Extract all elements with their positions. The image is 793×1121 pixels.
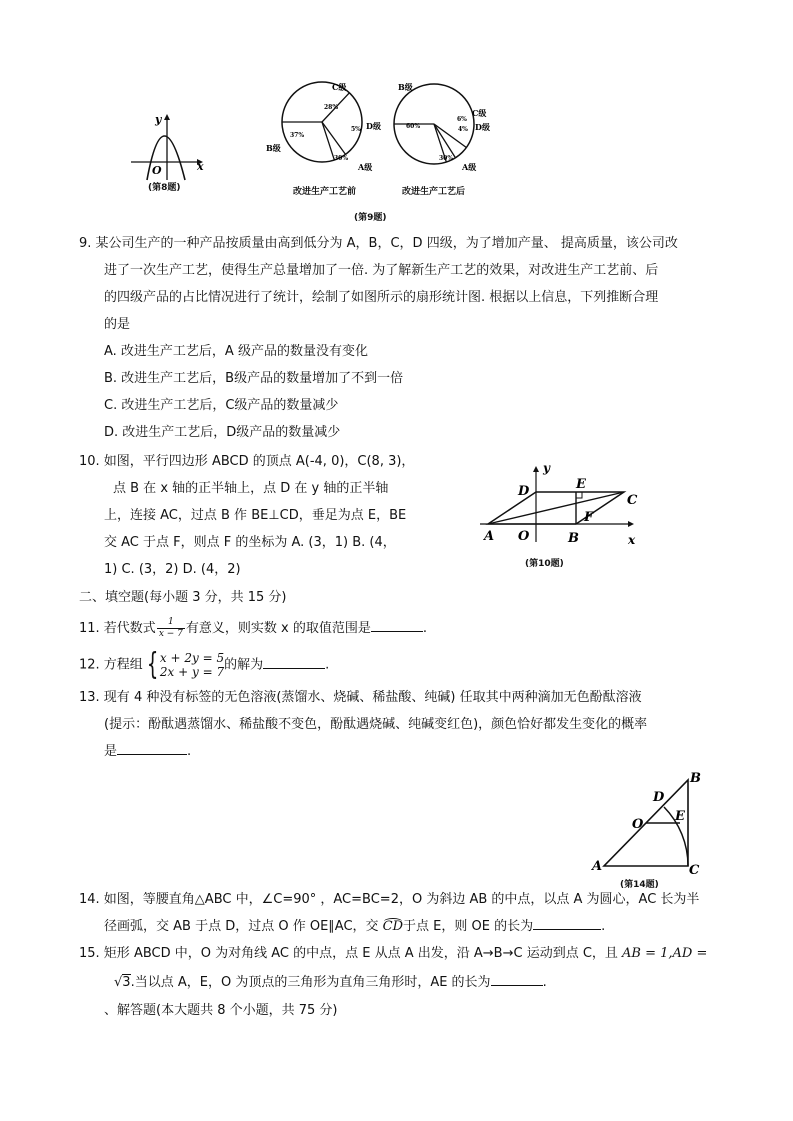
pie-before-a-value: 30% [334,155,349,162]
q9-option-d: D. 改进生产工艺后，D级产品的数量减少 [104,425,341,440]
fig8-x-label: x [197,160,204,173]
q12 [79,647,330,682]
q14-line-2a: 径画弧，交 AB 于点 D，过点 O 作 OE∥AC，交 [104,919,383,934]
fig10-label-a: A [484,529,495,544]
q12-eq-1: x + 2y = 5 [159,651,225,665]
diagonal-ac [488,492,624,524]
pie-before-d-label: D级 [366,121,381,131]
q12-prefix: 12. 方程组 [79,657,143,673]
fig10-label-b: B [568,531,579,546]
pie-before-a-label: A级 [358,162,373,172]
fig14-caption: (第14题) [620,880,659,890]
right-angle-mark [576,492,582,498]
figure-9-pies [262,78,512,198]
fig14-label-c: C [689,863,700,875]
q14-line-2b: 于点 E，则 OE 的长为 [403,919,534,934]
pie-after-a-label: A级 [462,162,477,172]
q15-line-2 [114,969,547,996]
q12-system [160,651,224,679]
fig10-label-o: O [518,529,530,544]
q10-line-1: 10. 如图，平行四边形 ABCD 的顶点 A(-4, 0)，C(8, 3)， [79,454,415,469]
q9-line-4: 的是 [104,317,131,332]
fig9-caption: (第9题) [354,213,387,223]
pie-after-b-label: B级 [398,82,413,92]
fig8-y-label: y [155,113,162,126]
q13-answer-blank[interactable] [117,740,187,755]
q14-answer-blank[interactable] [533,915,601,930]
q12-answer-blank[interactable] [263,654,325,669]
pie-before-c-label: C级 [332,82,347,92]
pie-before-title: 改进生产工艺前 [293,187,357,197]
fig10-caption: (第10题) [525,559,564,569]
section-3-heading: 、解答题(本大题共 8 个小题，共 75 分) [104,1003,338,1018]
pie-after-d-label: D级 [475,122,490,132]
q11-suffix: 有意义，则实数 x 的取值范围是 [185,621,371,636]
fig10-label-e: E [576,477,586,492]
q10-line-3: 上，连接 AC，过点 B 作 BE⊥CD，垂足为点 E，BE [104,508,407,523]
fig10-label-f: F [584,510,594,525]
q14-arc-symbol [384,918,402,925]
q14-line-2 [104,913,605,940]
q9-line-1: 9. 某公司生产的一种产品按质量由高到低分为 A，B，C，D 四级，为了增加产量、 提高质量，该公司改 [79,236,678,251]
pie-before-d-value: 5% [351,126,361,133]
fig14-label-e: E [675,809,685,824]
q10-line-2: 点 B 在 x 轴的正半轴上，点 D 在 y 轴的正半轴 [113,481,389,496]
q13-line-2: (提示：酚酞遇蒸馏水、稀盐酸不变色，酚酞遇烧碱、纯碱变红色)，颜色恰好都发生变化的概率 [104,717,648,732]
q9-line-3: 的四级产品的占比情况进行了统计，绘制了如图所示的扇形统计图. 根据以上信息，下列推断合理 [104,290,659,305]
q12-eq-2: 2x + y = 7 [159,665,225,679]
q15-sqrt-value: 3 [122,975,131,990]
q12-brace: { [146,647,159,682]
pie-before-c-value: 28% [324,104,339,111]
q11-frac-num: 1 [157,617,185,629]
q11-answer-blank[interactable] [371,617,423,632]
fig10-label-x: x [628,533,636,547]
fig14-label-o: O [632,817,644,832]
q11-prefix: 11. 若代数式 [79,621,156,636]
fig8-origin-label: O [152,164,162,177]
q9-option-a: A. 改进生产工艺后，A 级产品的数量没有变化 [104,344,368,359]
q9-option-c: C. 改进生产工艺后，C级产品的数量减少 [104,398,339,413]
q14-end: . [601,919,606,934]
pie-before-b-value: 37% [290,132,305,139]
pie-before-b-label: B级 [266,143,281,153]
q11-end: . [422,621,427,636]
fig10-label-y: y [543,461,550,475]
section-2-heading: 二、填空题(每小题 3 分，共 15 分) [79,590,287,605]
q13-last-prefix: 是 [104,744,118,759]
pie-after-c-value: 6% [457,116,467,123]
pie-after-a-value: 30% [439,155,454,162]
q15-answer-blank[interactable] [491,971,543,986]
q11 [79,615,427,642]
q15-sqrt-sign: √ [114,975,123,990]
pie-after-title: 改进生产工艺后 [402,187,466,197]
q10-line-5: 1) C. (3，2) D. (4，2) [104,562,241,577]
q15-line-2b: .当以点 A，E，O 为顶点的三角形为直角三角形时，AE 的长为 [130,975,491,990]
y-axis-arrow [164,114,170,120]
q15-line-1a: 15. 矩形 ABCD 中，O 为对角线 AC 的中点，点 E 从点 A 出发，沿 A→B→C 运动到点 C，且 [79,946,623,961]
fig8-caption: (第8题) [148,183,181,193]
fig10-label-c: C [627,493,638,508]
fig10-x-axis-arrow [628,521,634,527]
q13-line-1: 13. 现有 4 种没有标签的无色溶液(蒸馏水、烧碱、稀盐酸、纯碱) 任取其中两种滴加无色酚酞溶液 [79,690,642,705]
fig14-label-d: D [653,790,665,805]
figure-10 [476,458,656,553]
q15-end: . [542,975,547,990]
q15-line-1 [79,940,707,967]
q13-line-3 [104,738,191,765]
q14-line-1: 14. 如图，等腰直角△ABC 中，∠C=90° ，AC=BC=2，O 为斜边 AB 的中点，以点 A 为圆心，AC 长为半 [79,892,700,907]
fig14-label-a: A [592,859,603,874]
q9-line-2: 进了一次生产工艺，使得生产总量增加了一倍. 为了解新生产工艺的效果，对改进生产工艺前、后 [104,263,659,278]
pie-after-c-label: C级 [472,108,487,118]
fig10-label-d: D [518,484,530,499]
fig10-y-axis-arrow [533,466,539,472]
figure-14 [590,770,705,875]
q14-arc-cd [383,913,403,940]
q13-end: . [187,744,192,759]
pie-after-d-value: 4% [458,126,468,133]
fig14-label-b: B [690,771,701,786]
q12-suffix: 的解为 [224,657,264,673]
q10-line-4: 交 AC 于点 F，则点 F 的坐标为 A. (3，1) B. (4， [104,535,396,550]
q9-option-b: B. 改进生产工艺后，B级产品的数量增加了不到一倍 [104,371,404,386]
q15-line-1-math: AB = 1,AD = [622,946,708,961]
q14-arc-text: CD [382,919,404,934]
q12-end: . [325,657,330,673]
q11-fraction [157,617,185,640]
q11-frac-den: x − 7 [158,629,183,639]
pie-after-b-value: 60% [406,123,421,130]
